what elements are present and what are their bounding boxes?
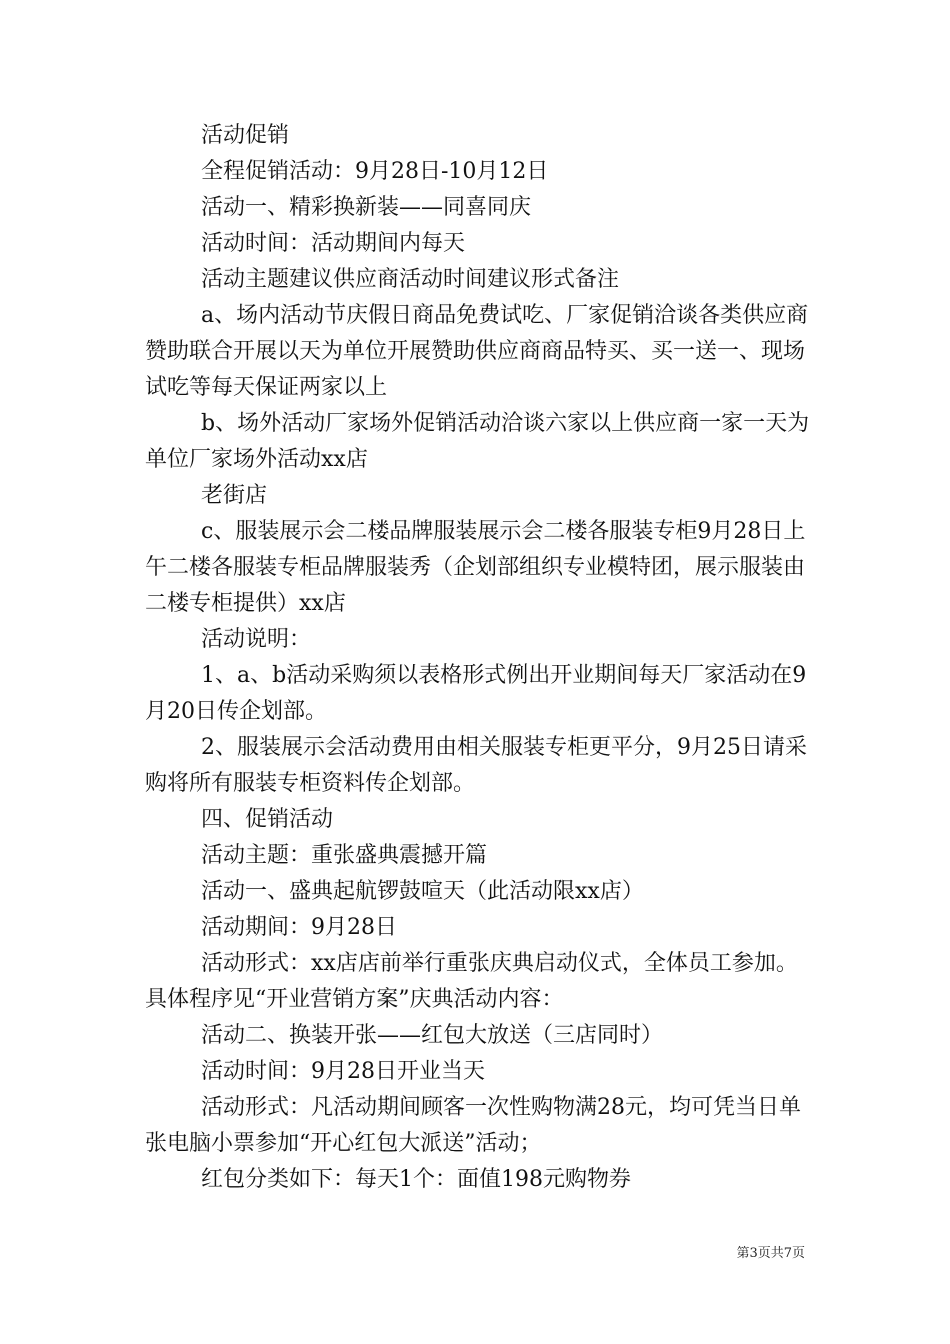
paragraph: c、服装展示会二楼品牌服装展示会二楼各服装专柜9月28日上午二楼各服装专柜品牌服装秀（企划部组织专业模特团，展示服装由二楼专柜提供）xx店 bbox=[145, 519, 806, 616]
paragraph: 活动形式：xx店店前举行重张庆典启动仪式，全体员工参加。具体程序见“开业营销方案”庆典活动内容： bbox=[145, 951, 798, 1012]
paragraph: 活动说明： bbox=[201, 627, 312, 652]
paragraph: 活动促销 bbox=[201, 123, 290, 148]
paragraph: 活动期间：9月28日 bbox=[201, 915, 397, 940]
paragraph: 1、a、b活动采购须以表格形式例出开业期间每天厂家活动在9月20日传企划部。 bbox=[145, 663, 807, 724]
paragraph: 2、服装展示会活动费用由相关服装专柜更平分，9月25日请采购将所有服装专柜资料传企划部。 bbox=[145, 735, 807, 796]
paragraph: 活动二、换装开张——红包大放送（三店同时） bbox=[201, 1023, 664, 1048]
paragraph: 活动主题：重张盛典震撼开篇 bbox=[201, 843, 488, 868]
paragraph: a、场内活动节庆假日商品免费试吃、厂家促销洽谈各类供应商赞助联合开展以天为单位开展赞助供应商商品特买、买一送一、现场试吃等每天保证两家以上 bbox=[145, 303, 809, 400]
paragraph: 红包分类如下：每天1个：面值198元购物券 bbox=[201, 1167, 631, 1192]
paragraph: 活动时间：9月28日开业当天 bbox=[201, 1059, 485, 1084]
paragraph: 活动一、精彩换新装——同喜同庆 bbox=[201, 195, 532, 220]
paragraph: 老街店 bbox=[201, 483, 268, 508]
paragraph: 活动主题建议供应商活动时间建议形式备注 bbox=[201, 267, 620, 292]
document-body bbox=[145, 118, 815, 1198]
paragraph: 活动一、盛典起航锣鼓喧天（此活动限xx店） bbox=[201, 879, 644, 904]
paragraph: 活动形式：凡活动期间顾客一次性购物满28元，均可凭当日单张电脑小票参加“开心红包大派送”活动； bbox=[145, 1095, 801, 1156]
paragraph: 全程促销活动：9月28日-10月12日 bbox=[201, 159, 549, 184]
page-number: 第3页共7页 bbox=[736, 1246, 805, 1261]
paragraph: 活动时间：活动期间内每天 bbox=[201, 231, 466, 256]
paragraph: b、场外活动厂家场外促销活动洽谈六家以上供应商一家一天为单位厂家场外活动xx店 bbox=[145, 411, 810, 472]
section-heading: 四、促销活动 bbox=[201, 807, 334, 832]
